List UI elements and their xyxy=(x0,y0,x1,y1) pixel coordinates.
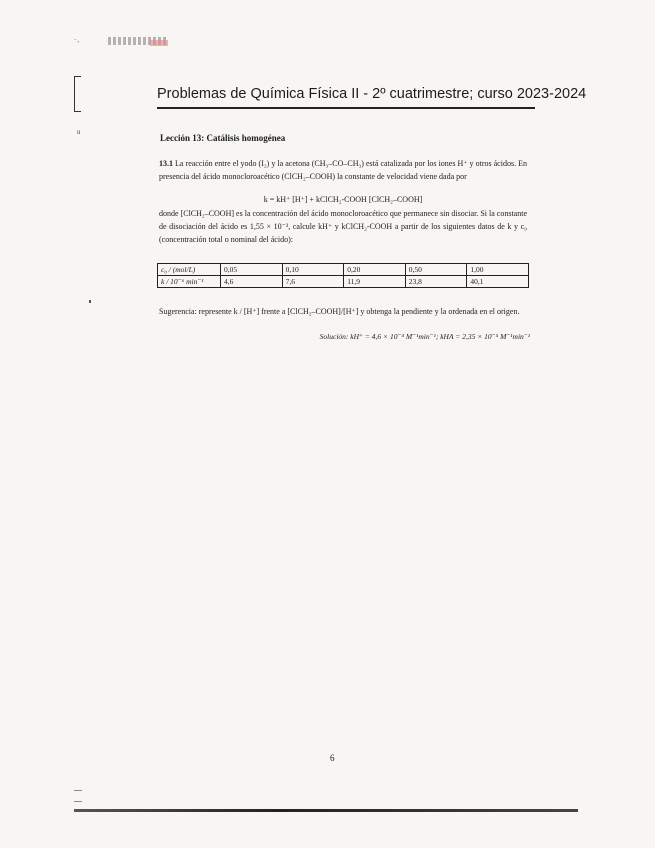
hint-text: Sugerencia: represente k / [H⁺] frente a [ClCH₂–COOH]/[H⁺] y obtenga la pendiente y la ordenada en el origen. xyxy=(159,307,520,316)
scan-corner-mark: ·, xyxy=(74,36,81,44)
problem-number: 13.1 xyxy=(159,159,173,168)
data-table xyxy=(157,263,529,288)
table-cell: 0,05 xyxy=(221,264,283,276)
binding-bracket xyxy=(74,76,81,112)
table-cell: 4,6 xyxy=(221,276,283,288)
table-row-label: c₀ / (mol/L) xyxy=(158,264,221,276)
table-cell: 0,20 xyxy=(344,264,406,276)
rate-constant-formula: k = kH⁺ [H⁺] + kClCH₂-COOH [ClCH₂–COOH] xyxy=(263,195,423,204)
margin-mark: u xyxy=(77,128,81,136)
scan-red-mark xyxy=(150,40,168,46)
table-row-label: k / 10⁻⁶ min⁻¹ xyxy=(158,276,221,288)
table-cell: 7,6 xyxy=(282,276,344,288)
table-cell: 40,1 xyxy=(467,276,529,288)
lesson-title: Lección 13: Catálisis homogénea xyxy=(160,133,286,143)
table-cell: 11,9 xyxy=(344,276,406,288)
solution-text: Solución: kH⁺ = 4,6 × 10⁻⁴ M⁻¹min⁻¹; kHA = 2,35 × 10⁻⁵ M⁻¹min⁻¹ xyxy=(319,332,530,341)
table-row xyxy=(158,276,529,288)
table-row xyxy=(158,264,529,276)
scan-bottom-lines xyxy=(74,790,82,802)
table-cell: 1,00 xyxy=(467,264,529,276)
table-cell: 23,8 xyxy=(405,276,467,288)
problem-body: donde [ClCH₂–COOH] es la concentración del ácido monocloroacético que permanece sin disociar. Si la constante de disociación del ácido es 1,55 × 10⁻³, calcule kH⁺ y kClCH₂-COOH a partir de los siguientes datos de k y c₀ (concentración total o nominal del ácido): xyxy=(159,209,527,244)
problem-intro xyxy=(159,157,527,183)
table-cell: 0,10 xyxy=(282,264,344,276)
table-cell: 0,50 xyxy=(405,264,467,276)
page-header-title: Problemas de Química Física II - 2º cuatrimestre; curso 2023-2024 xyxy=(157,86,587,102)
scan-bottom-edge xyxy=(74,809,578,812)
margin-dot xyxy=(89,300,91,303)
header-rule xyxy=(157,107,535,109)
page-number: 6 xyxy=(330,753,335,763)
problem-intro-text: La reacción entre el yodo (I₂) y la acetona (CH₃–CO–CH₃) está catalizada por los iones H⁺ y otros ácidos. En presencia del ácido monocloroacético (ClCH₂–COOH) la constante de velocidad viene dada por xyxy=(159,159,527,181)
